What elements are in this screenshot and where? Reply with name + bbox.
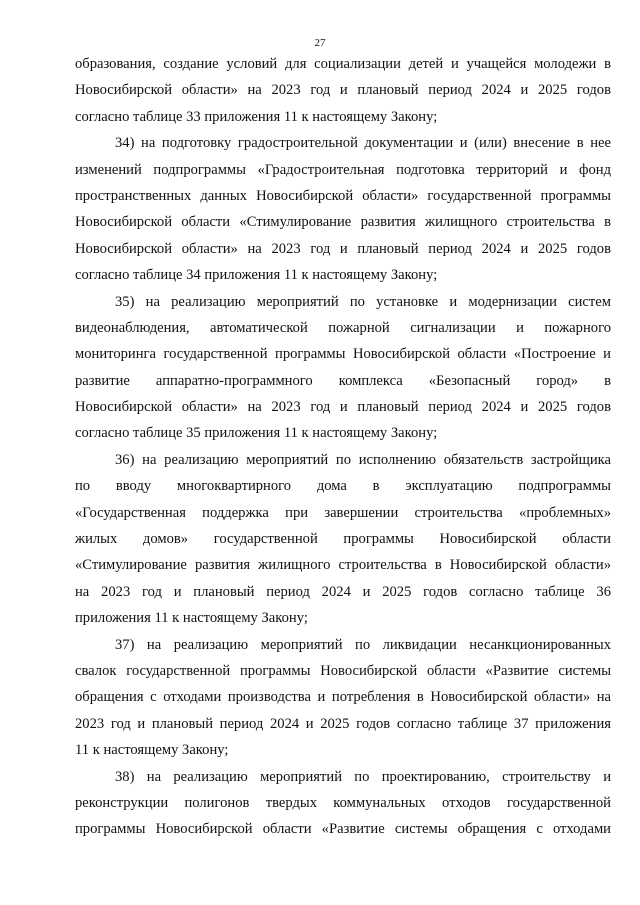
paragraph-item-37 [75,632,611,764]
text-line: 36) на реализацию мероприятий по исполнению обязательств застройщика [115,451,611,468]
text-line: свалок государственной программы Новосибирской области «Развитие системы [75,662,611,679]
text-line: 37) на реализацию мероприятий по ликвидации несанкционированных [115,636,611,653]
text-line: «Стимулирование развития жилищного строительства в Новосибирской области» [75,557,611,574]
text-line: 11 к настоящему Закону; [75,742,229,759]
text-line: 2023 год и плановый период 2024 и 2025 годов согласно таблице 37 приложения [75,715,611,732]
paragraph-item-36 [75,447,611,632]
text-line: 34) на подготовку градостроительной документации и (или) внесение в нее [115,135,611,152]
paragraph-item-35 [75,289,611,447]
text-line: согласно таблице 35 приложения 11 к настоящему Закону; [75,425,438,442]
text-line: пространственных данных Новосибирской области» государственной программы [75,187,611,204]
text-line: согласно таблице 34 приложения 11 к настоящему Закону; [75,267,438,284]
text-line: 38) на реализацию мероприятий по проектированию, строительству и [115,768,611,785]
text-line: обращения с отходами производства и потребления в Новосибирской области» на [75,689,611,706]
text-line: жилых домов» государственной программы Новосибирской области [75,531,611,548]
paragraph-item-38 [75,764,611,843]
text-line: программы Новосибирской области «Развитие системы обращения с отходами [75,821,611,838]
text-line: Новосибирской области» на 2023 год и плановый период 2024 и 2025 годов [75,240,611,257]
text-line: Новосибирской области» на 2023 год и плановый период 2024 и 2025 годов [75,82,611,99]
text-line: «Государственная поддержка при завершении строительства «проблемных» [75,504,611,521]
text-line: развитие аппаратно-программного комплекса «Безопасный город» в [75,372,611,389]
text-line: приложения 11 к настоящему Закону; [75,610,308,627]
text-line: согласно таблице 33 приложения 11 к настоящему Закону; [75,108,438,125]
text-line: по вводу многоквартирного дома в эксплуатацию подпрограммы [75,478,611,495]
paragraph-continuation [75,51,611,130]
page-number: 27 [314,37,326,49]
text-line: реконструкции полигонов твердых коммунальных отходов государственной [75,794,611,811]
text-line: мониторинга государственной программы Новосибирской области «Построение и [75,346,611,363]
text-line: Новосибирской области» на 2023 год и плановый период 2024 и 2025 годов [75,399,611,416]
text-line: образования, создание условий для социализации детей и учащейся молодежи в [75,56,611,72]
text-line: изменений подпрограммы «Градостроительная подготовка территорий и фонд [75,161,611,178]
paragraph-item-34 [75,130,611,288]
text-line: 35) на реализацию мероприятий по установке и модернизации систем [115,293,611,310]
document-body [75,51,611,843]
text-line: видеонаблюдения, автоматической пожарной сигнализации и пожарного [75,319,611,336]
text-line: на 2023 год и плановый период 2024 и 2025 годов согласно таблице 36 [75,583,611,600]
text-line: Новосибирской области «Стимулирование развития жилищного строительства в [75,214,611,231]
